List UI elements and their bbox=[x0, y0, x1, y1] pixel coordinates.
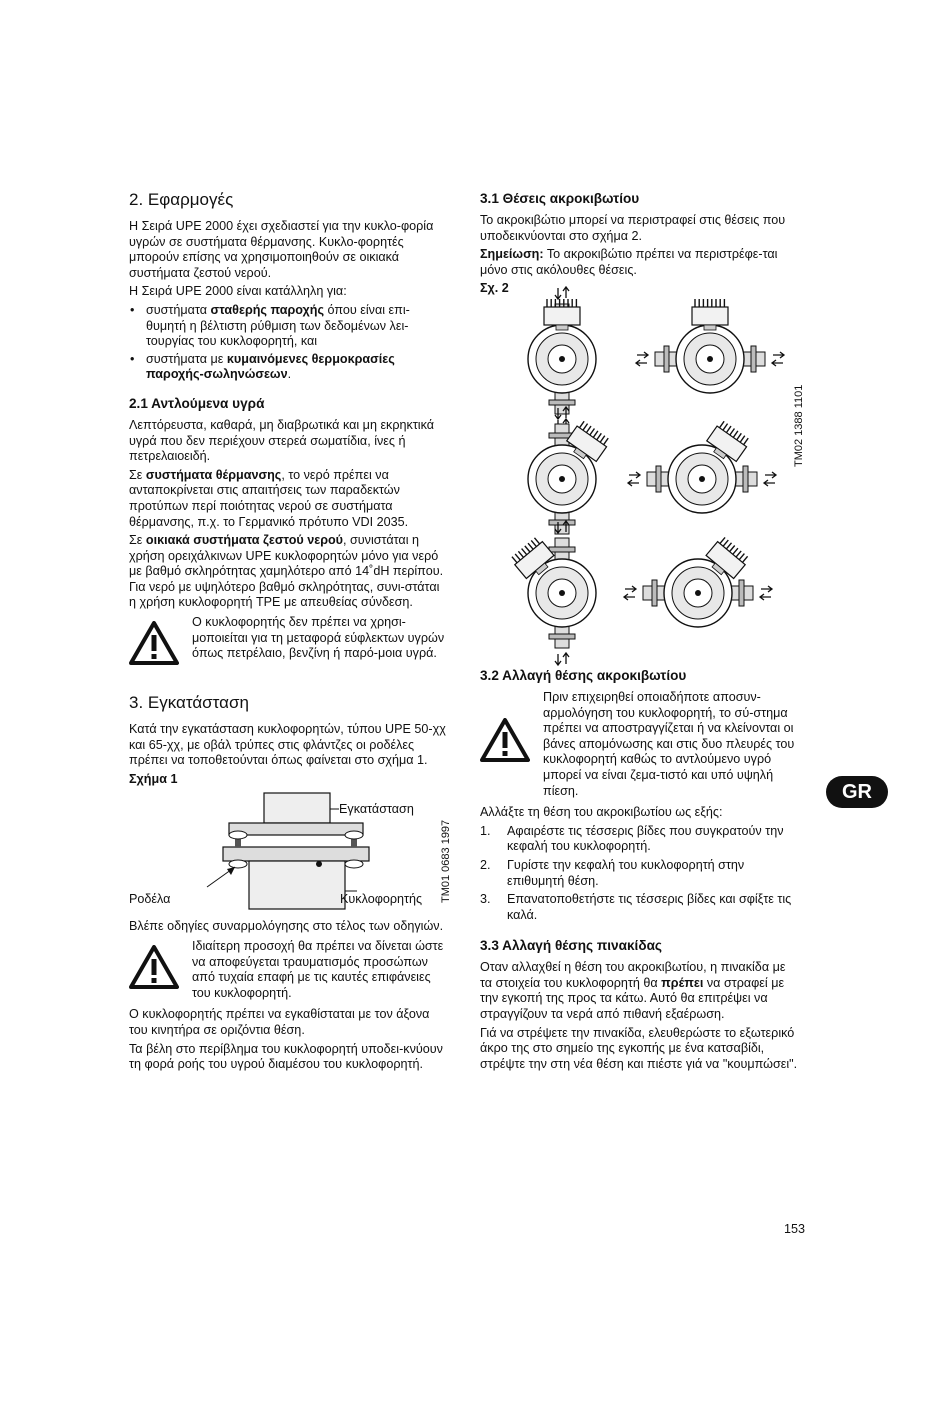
pump-position-3 bbox=[528, 407, 611, 551]
warning-text: Πριν επιχειρηθεί οποιαδήποτε αποσυν-αρμολόγηση του κυκλοφορητή, το σύ-στημα πρέπει να αποστραγγίζεται ή να κλείνονται οι βάνες απομόνωσης και στις δυο πλευρές του κυκλοφορητή καθώς το αντλούμενο υγρό μπορεί να είναι ζεμα-τιστό και υπό υψηλή πίεση. bbox=[543, 689, 795, 798]
figure-1-washer-diagram bbox=[129, 791, 459, 911]
paragraph: Σε οικιακά συστήματα ζεστού νερού, συνιστάται η χρήση ορειχάλκινων UPE κυκλοφορητών μόνο για νερό με βαθμό σκληρότητας χαμηλότερο από 14˚dH περίπου. bbox=[129, 533, 444, 579]
section-title-terminal-box-positions: 3.1 Θέσεις ακροκιβωτίου bbox=[480, 191, 640, 206]
paragraph: Βλέπε οδηγίες συναρμολόγησης στο τέλος των οδηγιών. bbox=[129, 919, 444, 934]
paragraph: Οταν αλλαχθεί η θέση του ακροκιβωτίου, η πινακίδα με τα στοιχεία του κυκλοφορητή θα πρέπει να στραφεί με την εγκοπή της προς τα κάτω. Αυτό θα επιτρέψει να στραγγίζουν τα νερά από πιθανή εξαέρωση. bbox=[480, 960, 786, 1022]
pump-position-2 bbox=[636, 299, 784, 393]
page-number: 153 bbox=[784, 1222, 806, 1236]
warning-triangle-icon bbox=[129, 621, 179, 665]
paragraph: Η Σειρά UPE 2000 έχει σχεδιαστεί για την κυκλο-φορία υγρών σε συστήματα θέρμανσης. Κυκλο-φορητές μπορούν επίσης να χρησιμοποιηθούν σε οικιακά συστήματα ζεστού νερού. bbox=[129, 219, 434, 280]
paragraph: Κατά την εγκατάσταση κυκλοφορητών, τύπου UPE 50-χχ και 65-χχ, με οβάλ τρύπες στις φλάντζες οι ροδέλες πρέπει να τοποθετούνται όπως φαίνεται στο σχήμα 1. bbox=[129, 722, 446, 768]
warning-block bbox=[129, 615, 447, 675]
list-item: 3. Επανατοποθετήστε τις τέσσερις βίδες και σφίξτε τις καλά. bbox=[480, 892, 792, 922]
figure-code: TM02 1388 1101 bbox=[793, 384, 805, 467]
figure-label: Σχ. 2 bbox=[480, 281, 509, 296]
section-title-pumped-liquids: 2.1 Αντλούμενα υγρά bbox=[129, 395, 265, 411]
paragraph: Γιά να στρέψετε την πινακίδα, ελευθερώστε το εξωτερικό άκρο της στο σημείο της εγκοπής με ένα κατσαβίδι, στρέψτε την στη νέα θέση και πιέστε γιά να "κουμπώσει". bbox=[480, 1025, 798, 1071]
numbered-list bbox=[480, 824, 800, 924]
paragraph: Για νερό με υψηλότερο βαθμό σκληρότητας, συνι-στάται η χρήση κυκλοφορητή TPE με απευθείας σύνδεση. bbox=[129, 579, 440, 610]
pump-position-5 bbox=[510, 521, 596, 665]
label-installation: Εγκατάσταση bbox=[339, 802, 414, 817]
paragraph: Αλλάξτε τη θέση του ακροκιβωτίου ως εξής: bbox=[480, 805, 723, 820]
label-washer: Ροδέλα bbox=[129, 892, 171, 907]
figure-2-pump-positions bbox=[480, 301, 810, 653]
section-title-applications: 2. Εφαρμογές bbox=[129, 190, 234, 209]
warning-text: Ο κυκλοφορητής δεν πρέπει να χρησι-μοποιείται για τη μεταφορά εύφλεκτων υγρών όπως πετρέλαιο, βενζίνη ή παρό-μοια υγρά. bbox=[192, 615, 445, 661]
left-column bbox=[129, 190, 452, 1076]
paragraph: Το ακροκιβώτιο μπορεί να περιστραφεί στις θέσεις που υποδεικνύονται στο σχήμα 2. bbox=[480, 213, 786, 243]
warning-text: Ιδιαίτερη προσοχή θα πρέπει να δίνεται ώστε να αποφεύγεται τραυματισμός προσώπων από τυχαία επαφή με τις καυτές επιφάνειες του κυκλοφορητή. bbox=[192, 939, 444, 1000]
bullet-list bbox=[129, 303, 447, 383]
list-item: • συστήματα με κυμαινόμενες θερμοκρασίες παροχής-σωληνώσεων. bbox=[129, 352, 447, 383]
right-column bbox=[480, 190, 805, 1075]
paragraph: Ο κυκλοφορητής πρέπει να εγκαθίσταται με τον άξονα του κινητήρα σε οριζόντια θέση. bbox=[129, 1007, 430, 1037]
pump-position-4 bbox=[628, 419, 776, 512]
pump-position-6 bbox=[624, 535, 772, 627]
list-item: 1. Αφαιρέστε τις τέσσερις βίδες που συγκρατούν την κεφαλή του κυκλοφορητή. bbox=[480, 823, 784, 854]
section-title-installation: 3. Εγκατάσταση bbox=[129, 693, 249, 713]
paragraph: Η Σειρά UPE 2000 είναι κατάλληλη για: bbox=[129, 284, 347, 299]
figure-label: Σχήμα 1 bbox=[129, 771, 178, 786]
paragraph: Σημείωση: Το ακροκιβώτιο πρέπει να περιστρέφε-ται μόνο στις ακόλουθες θέσεις. bbox=[480, 247, 778, 277]
section-title-change-terminal-box: 3.2 Αλλαγή θέσης ακροκιβωτίου bbox=[480, 667, 687, 683]
paragraph: Λεπτόρευστα, καθαρά, μη διαβρωτικά και μη εκρηκτικά υγρά που δεν περιέχουν στερεά σωματίδια, ίνες ή πετρελαιοειδή. bbox=[129, 417, 435, 464]
label-pump: Κυκλοφορητής bbox=[340, 892, 423, 907]
pump-position-1 bbox=[528, 287, 596, 431]
paragraph: Τα βέλη στο περίβλημα του κυκλοφορητή υποδει-κνύουν τη φορά ροής του υγρού διαμέσου του κυκλοφορητή. bbox=[129, 1041, 443, 1072]
language-badge: GR bbox=[826, 776, 888, 808]
warning-block bbox=[129, 939, 447, 1001]
list-item: 2. Γυρίστε την κεφαλή του κυκλοφορητή στην επιθυμητή θέση. bbox=[480, 857, 745, 888]
paragraph: Σε συστήματα θέρμανσης, το νερό πρέπει να ανταποκρίνεται στις απαιτήσεις των παραδεκτών προτύπων περί ποιότητας νερού σε συστήματα θέρμανσης, π.χ. το Γερμανικό πρότυπο VDI 2035. bbox=[129, 467, 409, 529]
warning-block bbox=[480, 690, 800, 799]
warning-triangle-icon bbox=[129, 945, 179, 989]
warning-triangle-icon bbox=[480, 718, 530, 762]
list-item: • συστήματα σταθερής παροχής όπου είναι επι-θυμητή η βέλτιστη ρύθμιση των δεδομένων λει-τουργίας του κυκλοφορητή, και bbox=[129, 303, 447, 350]
section-title-change-nameplate: 3.3 Αλλαγή θέσης πινακίδας bbox=[480, 938, 662, 954]
figure-code: TM01 0683 1997 bbox=[440, 820, 452, 904]
